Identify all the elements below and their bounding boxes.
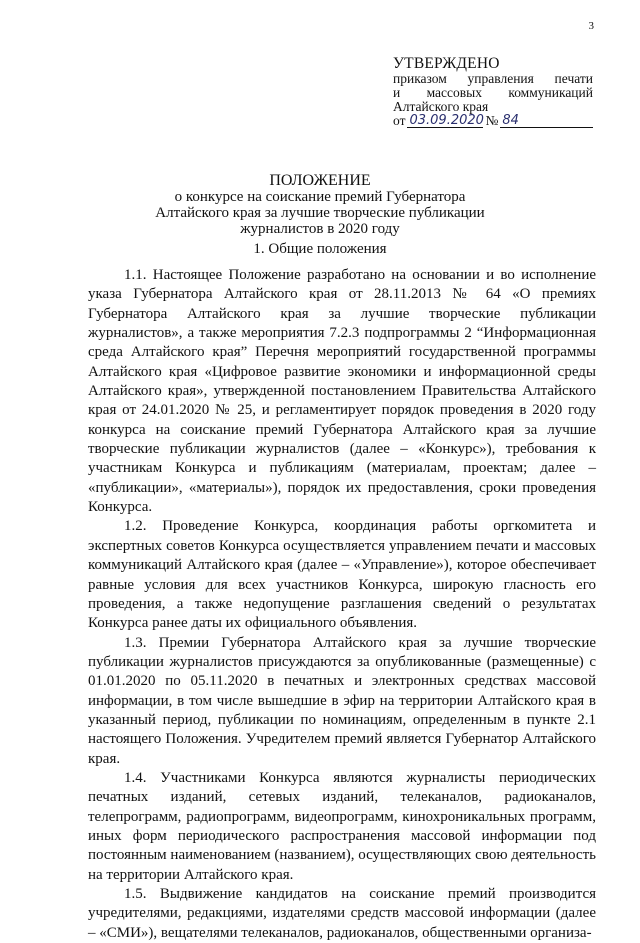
paragraph-1-3: 1.3. Премии Губернатора Алтайского края за лучшие творческие публикации журналистов присуждаются за опубликованные (размещенные) с 01.01.2020 по 05.11.2020 в печатных и электронных средствах массовой информации, в том числе вышедшие в эфир на территории Алтайского края в указанный период, публикации по номинациям, определенным в пункте 2.1 настоящего Положения. Учредителем премий является Губернатор Алтайского края.	[88, 634, 596, 767]
document-subtitle-line: о конкурсе на соискание премий Губернатора	[174, 189, 466, 205]
handwritten-number: 84	[500, 114, 593, 128]
document-subtitle-line: журналистов в 2020 году	[240, 221, 400, 237]
approval-date-number	[393, 114, 593, 128]
date-prefix: от	[393, 113, 406, 128]
paragraph-1-4: 1.4. Участниками Конкурса являются журналисты периодических печатных изданий, сетевых изданий, телеканалов, радиоканалов, телепрограмм, радиопрограмм, видеопрограмм, кинохроникальных программ, иных форм периодического распространения массовой информации под постоянным наименованием (названием), осуществляющих свою деятельность на территории Алтайского края.	[88, 769, 596, 883]
approval-line: Алтайского края	[393, 99, 489, 114]
document-body	[88, 266, 596, 943]
approval-line: приказом управления печати	[393, 71, 593, 86]
paragraph-1-1: 1.1. Настоящее Положение разработано на основании и во исполнение указа Губернатора Алтайского края от 28.11.2013 № 64 «О премиях Губернатора Алтайского края за лучшие творческие публикации журналистов», а также мероприятия 7.2.3 подпрограммы 2 “Информационная среда Алтайского края” Перечня мероприятий государственной программы Алтайского края «Цифровое развитие экономики и информационной среды Алтайского края», утвержденной постановлением Правительства Алтайского края от 24.01.2020 № 25, и регламентирует порядок проведения в 2020 году конкурса на соискание премий Губернатора Алтайского края за лучшие творческие публикации журналистов (далее – «Конкурс»), требования к участникам Конкурса и публикациям (материалам, проектам; далее – «публикации», «материалы»), порядок их предоставления, сроки проведения Конкурса.	[88, 267, 596, 516]
page-number: 3	[588, 20, 594, 32]
document-title: ПОЛОЖЕНИЕ	[269, 172, 371, 189]
paragraph-1-2: 1.2. Проведение Конкурса, координация работы оргкомитета и экспертных советов Конкурса осуществляется управлением печати и массовых коммуникаций Алтайского края (далее – «Управление»), которое обеспечивает равные условия для всех участников Конкурса, широкую гласность его проведения, а также недопущение разглашения сведений о результатах Конкурса ранее даты их официального объявления.	[88, 518, 596, 632]
document-subtitle-line: Алтайского края за лучшие творческие публикации	[155, 205, 485, 221]
handwritten-date: 03.09.2020	[409, 113, 484, 128]
paragraph-1-5: 1.5. Выдвижение кандидатов на соискание премий производится учредителями, редакциями, издателями средств массовой информации (далее – «СМИ»), вещателями телеканалов, радиоканалов, общественными организа-	[88, 886, 596, 941]
approval-heading: УТВЕРЖДЕНО	[393, 55, 500, 72]
approval-stamp	[393, 55, 593, 128]
approval-line: и массовых коммуникаций	[393, 85, 593, 100]
section-heading: 1. Общие положения	[253, 241, 387, 257]
number-label: №	[485, 113, 499, 128]
document-title-block	[0, 172, 640, 237]
